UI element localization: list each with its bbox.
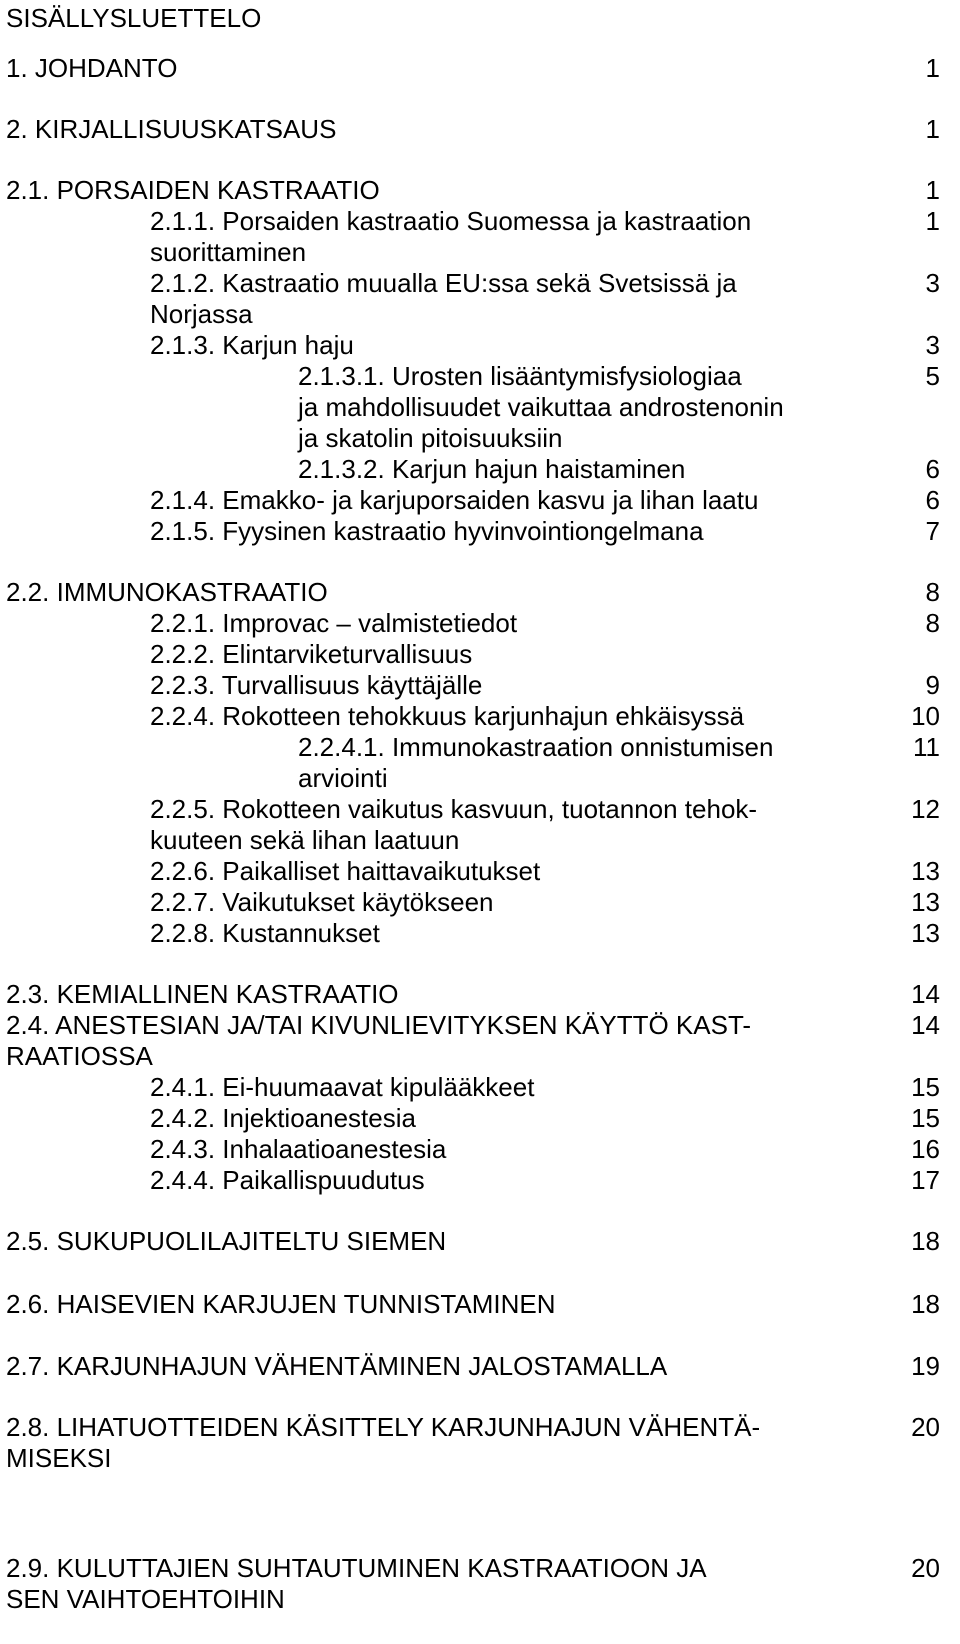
toc-entry-page: 18 xyxy=(911,1289,940,1319)
toc-entry-text: 2.1.3. Karjun haju xyxy=(150,330,354,360)
toc-entry-page: 1 xyxy=(925,114,940,144)
toc-entry-text: 2.1.5. Fyysinen kastraatio hyvinvointiongelmana xyxy=(150,516,704,546)
toc-entry-text: 2.2.7. Vaikutukset käytökseen xyxy=(150,887,494,917)
toc-entry-text-cont: ja mahdollisuudet vaikuttaa androstenonin xyxy=(298,392,784,422)
toc-entry-page: 13 xyxy=(911,856,940,886)
toc-entry-text-cont: suorittaminen xyxy=(150,237,307,267)
toc-title: SISÄLLYSLUETTELO xyxy=(6,3,262,33)
toc-entry-page: 19 xyxy=(911,1351,940,1381)
toc-entry-page: 7 xyxy=(925,516,940,546)
toc-entry-page: 8 xyxy=(925,608,940,638)
toc-entry-page: 5 xyxy=(925,361,940,391)
toc-entry-page: 10 xyxy=(911,701,940,731)
toc-entry-text: 2. KIRJALLISUUSKATSAUS xyxy=(6,114,337,144)
toc-entry-text: 2.1. PORSAIDEN KASTRAATIO xyxy=(6,175,380,205)
toc-entry-text: 2.1.1. Porsaiden kastraatio Suomessa ja kastraation xyxy=(150,206,752,236)
toc-entry-page: 1 xyxy=(925,175,940,205)
toc-entry-page: 6 xyxy=(925,485,940,515)
toc-entry-page: 16 xyxy=(911,1134,940,1164)
toc-entry-text: 2.2.8. Kustannukset xyxy=(150,918,380,948)
toc-entry-page: 17 xyxy=(911,1165,940,1195)
toc-entry-text-cont: kuuteen sekä lihan laatuun xyxy=(150,825,460,855)
toc-entry-text: 2.2.1. Improvac – valmistetiedot xyxy=(150,608,518,638)
toc-entry-page: 6 xyxy=(925,454,940,484)
toc-entry-page: 12 xyxy=(911,794,940,824)
toc-entry-text: 2.4.2. Injektioanestesia xyxy=(150,1103,416,1133)
toc-entry-text-cont: SEN VAIHTOEHTOIHIN xyxy=(6,1584,285,1614)
toc-entry-text-cont: arviointi xyxy=(298,763,388,793)
toc-entry-text: 2.2.3. Turvallisuus käyttäjälle xyxy=(150,670,483,700)
toc-entry-text: 2.2. IMMUNOKASTRAATIO xyxy=(6,577,328,607)
toc-entry-text: 2.7. KARJUNHAJUN VÄHENTÄMINEN JALOSTAMALLA xyxy=(6,1351,668,1381)
toc-entry-text: 2.5. SUKUPUOLILAJITELTU SIEMEN xyxy=(6,1226,447,1256)
toc-entry-text: 1. JOHDANTO xyxy=(6,53,178,83)
toc-entry-page: 8 xyxy=(925,577,940,607)
toc-entry-page: 20 xyxy=(911,1553,940,1583)
toc-entry-page: 13 xyxy=(911,918,940,948)
toc-entry-page: 20 xyxy=(911,1412,940,1442)
toc-entry-text: 2.1.3.1. Urosten lisääntymisfysiologiaa xyxy=(298,361,742,391)
toc-entry-page: 18 xyxy=(911,1226,940,1256)
toc-entry-page: 1 xyxy=(925,53,940,83)
toc-entry-text: 2.3. KEMIALLINEN KASTRAATIO xyxy=(6,979,399,1009)
toc-entry-text: 2.4.4. Paikallispuudutus xyxy=(150,1165,425,1195)
toc-entry-text: 2.4.1. Ei-huumaavat kipulääkkeet xyxy=(150,1072,535,1102)
toc-entry-page: 3 xyxy=(925,330,940,360)
toc-entry-text: 2.1.4. Emakko- ja karjuporsaiden kasvu ja lihan laatu xyxy=(150,485,759,515)
toc-entry-text: 2.2.5. Rokotteen vaikutus kasvuun, tuotannon tehok- xyxy=(150,794,758,824)
toc-entry-page: 14 xyxy=(911,1010,940,1040)
toc-entry-text: 2.6. HAISEVIEN KARJUJEN TUNNISTAMINEN xyxy=(6,1289,556,1319)
toc-entry-text: 2.4.3. Inhalaatioanestesia xyxy=(150,1134,447,1164)
toc-entry-page: 3 xyxy=(925,268,940,298)
toc-entry-text-cont: MISEKSI xyxy=(6,1443,112,1473)
toc-entry-page: 13 xyxy=(911,887,940,917)
toc-entry-text: 2.8. LIHATUOTTEIDEN KÄSITTELY KARJUNHAJUN VÄHENTÄ- xyxy=(6,1412,761,1442)
toc-entry-page: 1 xyxy=(925,206,940,236)
toc-entry-text: 2.2.4. Rokotteen tehokkuus karjunhajun ehkäisyssä xyxy=(150,701,745,731)
toc-entry-page: 14 xyxy=(911,979,940,1009)
toc-entry-text: 2.2.4.1. Immunokastraation onnistumisen xyxy=(298,732,774,762)
toc-entry-text-cont: RAATIOSSA xyxy=(6,1041,153,1071)
toc-entry-text: 2.9. KULUTTAJIEN SUHTAUTUMINEN KASTRAATIOON JA xyxy=(6,1553,707,1583)
toc-entry-text-cont: Norjassa xyxy=(150,299,253,329)
toc-entry-page: 15 xyxy=(911,1072,940,1102)
toc-entry-page: 15 xyxy=(911,1103,940,1133)
toc-entry-text: 2.4. ANESTESIAN JA/TAI KIVUNLIEVITYKSEN KÄYTTÖ KAST- xyxy=(6,1010,752,1040)
toc-entry-page: 11 xyxy=(913,732,940,762)
toc-entry-text: 2.1.2. Kastraatio muualla EU:ssa sekä Svetsissä ja xyxy=(150,268,737,298)
toc-entry-text-cont: ja skatolin pitoisuuksiin xyxy=(298,423,563,453)
toc-entry-text: 2.2.6. Paikalliset haittavaikutukset xyxy=(150,856,541,886)
toc-entry-text: 2.1.3.2. Karjun hajun haistaminen xyxy=(298,454,686,484)
toc-entry-page: 9 xyxy=(925,670,940,700)
toc-entry-text: 2.2.2. Elintarviketurvallisuus xyxy=(150,639,473,669)
